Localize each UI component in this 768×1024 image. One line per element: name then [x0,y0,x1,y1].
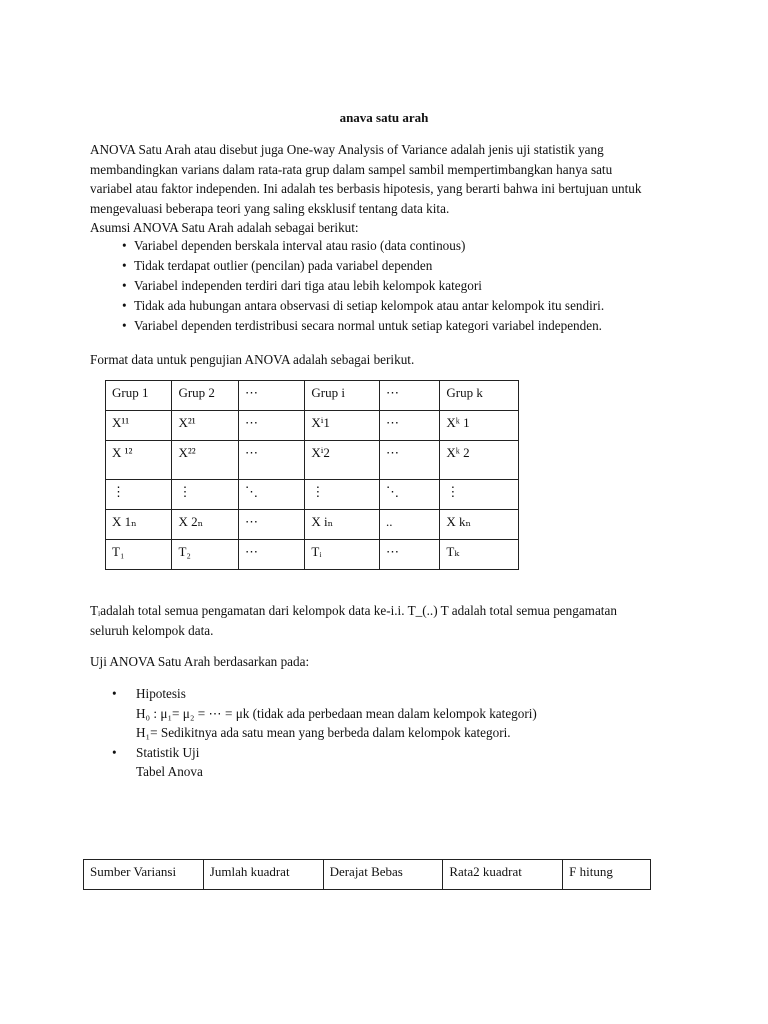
list-item-text: Variabel dependen terdistribusi secara normal untuk setiap kategori variabel independen. [134,318,602,333]
list-item [122,236,604,256]
format-intro: Format data untuk pengujian ANOVA adalah sebagai berikut. [90,352,415,367]
table-header-cell: Jumlah kuadrat [203,860,323,890]
bullet-icon: • [122,238,127,253]
table-header-cell: F hitung [563,860,651,890]
table-row [106,441,519,480]
table-cell: ⋯ [379,540,439,570]
intro-paragraph [90,140,680,238]
table-header-cell: Sumber Variansi [84,860,204,890]
ti-line: Tᵢadalah total semua pengamatan dari kelompok data ke-i.i. T_(..) T adalah total semua pengamatan [90,603,617,618]
tabel-anova-label: Tabel Anova [136,764,203,779]
table-cell: T₂ [172,540,238,570]
table-cell: ⋮ [440,480,519,510]
table-cell: ⋯ [238,510,304,540]
document-title: anava satu arah [339,110,429,125]
list-item [112,743,537,763]
list-item-text: Variabel dependen berskala interval atau rasio (data continous) [134,238,466,253]
table-cell: ⋱ [238,480,304,510]
hipotesis-label: Hipotesis [136,686,186,701]
list-item-text: Tidak terdapat outlier (pencilan) pada variabel dependen [134,258,433,273]
table-cell: X kₙ [440,510,519,540]
table-row [106,480,519,510]
table-cell: ⋮ [106,480,172,510]
table-cell: Xᵏ 2 [440,441,519,480]
list-item-text: Tidak ada hubungan antara observasi di setiap kelompok atau antar kelompok itu sendiri. [134,298,605,313]
table-cell: ⋱ [379,480,439,510]
intro-line: ANOVA Satu Arah atau disebut juga One-way Analysis of Variance adalah jenis uji statistik yang [90,142,604,157]
bullet-icon: • [122,278,127,293]
table-cell: X iₙ [305,510,380,540]
table-cell: ⋯ [238,441,304,480]
table-cell: X 2ₙ [172,510,238,540]
table-cell: ⋯ [238,411,304,441]
list-item [122,296,604,316]
table-header-cell: Rata2 kuadrat [443,860,563,890]
bullet-icon: • [112,744,117,760]
table-cell: Tᵢ [305,540,380,570]
table-row [84,860,651,890]
table-cell: X ¹² [106,441,172,480]
table-row [106,381,519,411]
table-row [106,540,519,570]
table-header-cell: ⋯ [379,381,439,411]
assumption-list [122,236,604,336]
table-header-cell: Grup k [440,381,519,411]
bullet-icon: • [122,298,127,313]
list-item-text: Variabel independen terdiri dari tiga atau lebih kelompok kategori [134,278,482,293]
anova-table [83,859,651,890]
list-item [122,316,604,336]
intro-line: Asumsi ANOVA Satu Arah adalah sebagai berikut: [90,220,359,235]
table-row [106,411,519,441]
h1-line: H₁= Sedikitnya ada satu mean yang berbeda dalam kelompok kategori. [136,725,511,740]
bullet-icon: • [112,686,117,701]
table-header-cell: Grup 2 [172,381,238,411]
table-cell: ⋮ [172,480,238,510]
intro-line: membandingkan varians dalam rata-rata grup dalam sampel sambil mempertimbangkan hanya satu [90,161,613,177]
table-cell: X¹¹ [106,411,172,441]
table-cell: Xᵏ 1 [440,411,519,441]
intro-line: variabel atau faktor independen. Ini adalah tes berbasis hipotesis, yang berarti bahwa ini bertujuan untuk [90,181,642,196]
table-cell: T₁ [106,540,172,570]
table-cell: ⋯ [379,411,439,441]
intro-line: mengevaluasi beberapa teori yang saling eksklusif tentang data kita. [90,200,450,216]
list-item [122,256,604,276]
table-cell: ⋮ [305,480,380,510]
table-cell: X²² [172,441,238,480]
bullet-icon: • [122,258,127,273]
statistik-label: Statistik Uji [136,744,200,760]
ti-line: seluruh kelompok data. [90,622,214,638]
table-cell: X 1ₙ [106,510,172,540]
uji-intro: Uji ANOVA Satu Arah berdasarkan pada: [90,654,310,669]
table-cell: ⋯ [379,441,439,480]
table-cell: .. [379,510,439,540]
table-cell: ⋯ [238,540,304,570]
table-cell: Xⁱ1 [305,411,380,441]
table-cell: Tₖ [440,540,519,570]
data-format-table [105,380,519,570]
h0-line: H₀ : μ₁= μ₂ = ⋯ = μk (tidak ada perbedaan mean dalam kelompok kategori) [136,705,537,721]
bullet-icon: • [122,318,127,333]
ti-paragraph [90,601,680,640]
table-cell: Xⁱ2 [305,441,380,480]
table-header-cell: ⋯ [238,381,304,411]
list-item [122,276,604,296]
table-row [106,510,519,540]
table-header-cell: Grup 1 [106,381,172,411]
list-item [112,684,537,704]
test-basis-list [112,684,537,782]
table-cell: X²¹ [172,411,238,441]
table-header-cell: Derajat Bebas [323,860,443,890]
table-header-cell: Grup i [305,381,380,411]
